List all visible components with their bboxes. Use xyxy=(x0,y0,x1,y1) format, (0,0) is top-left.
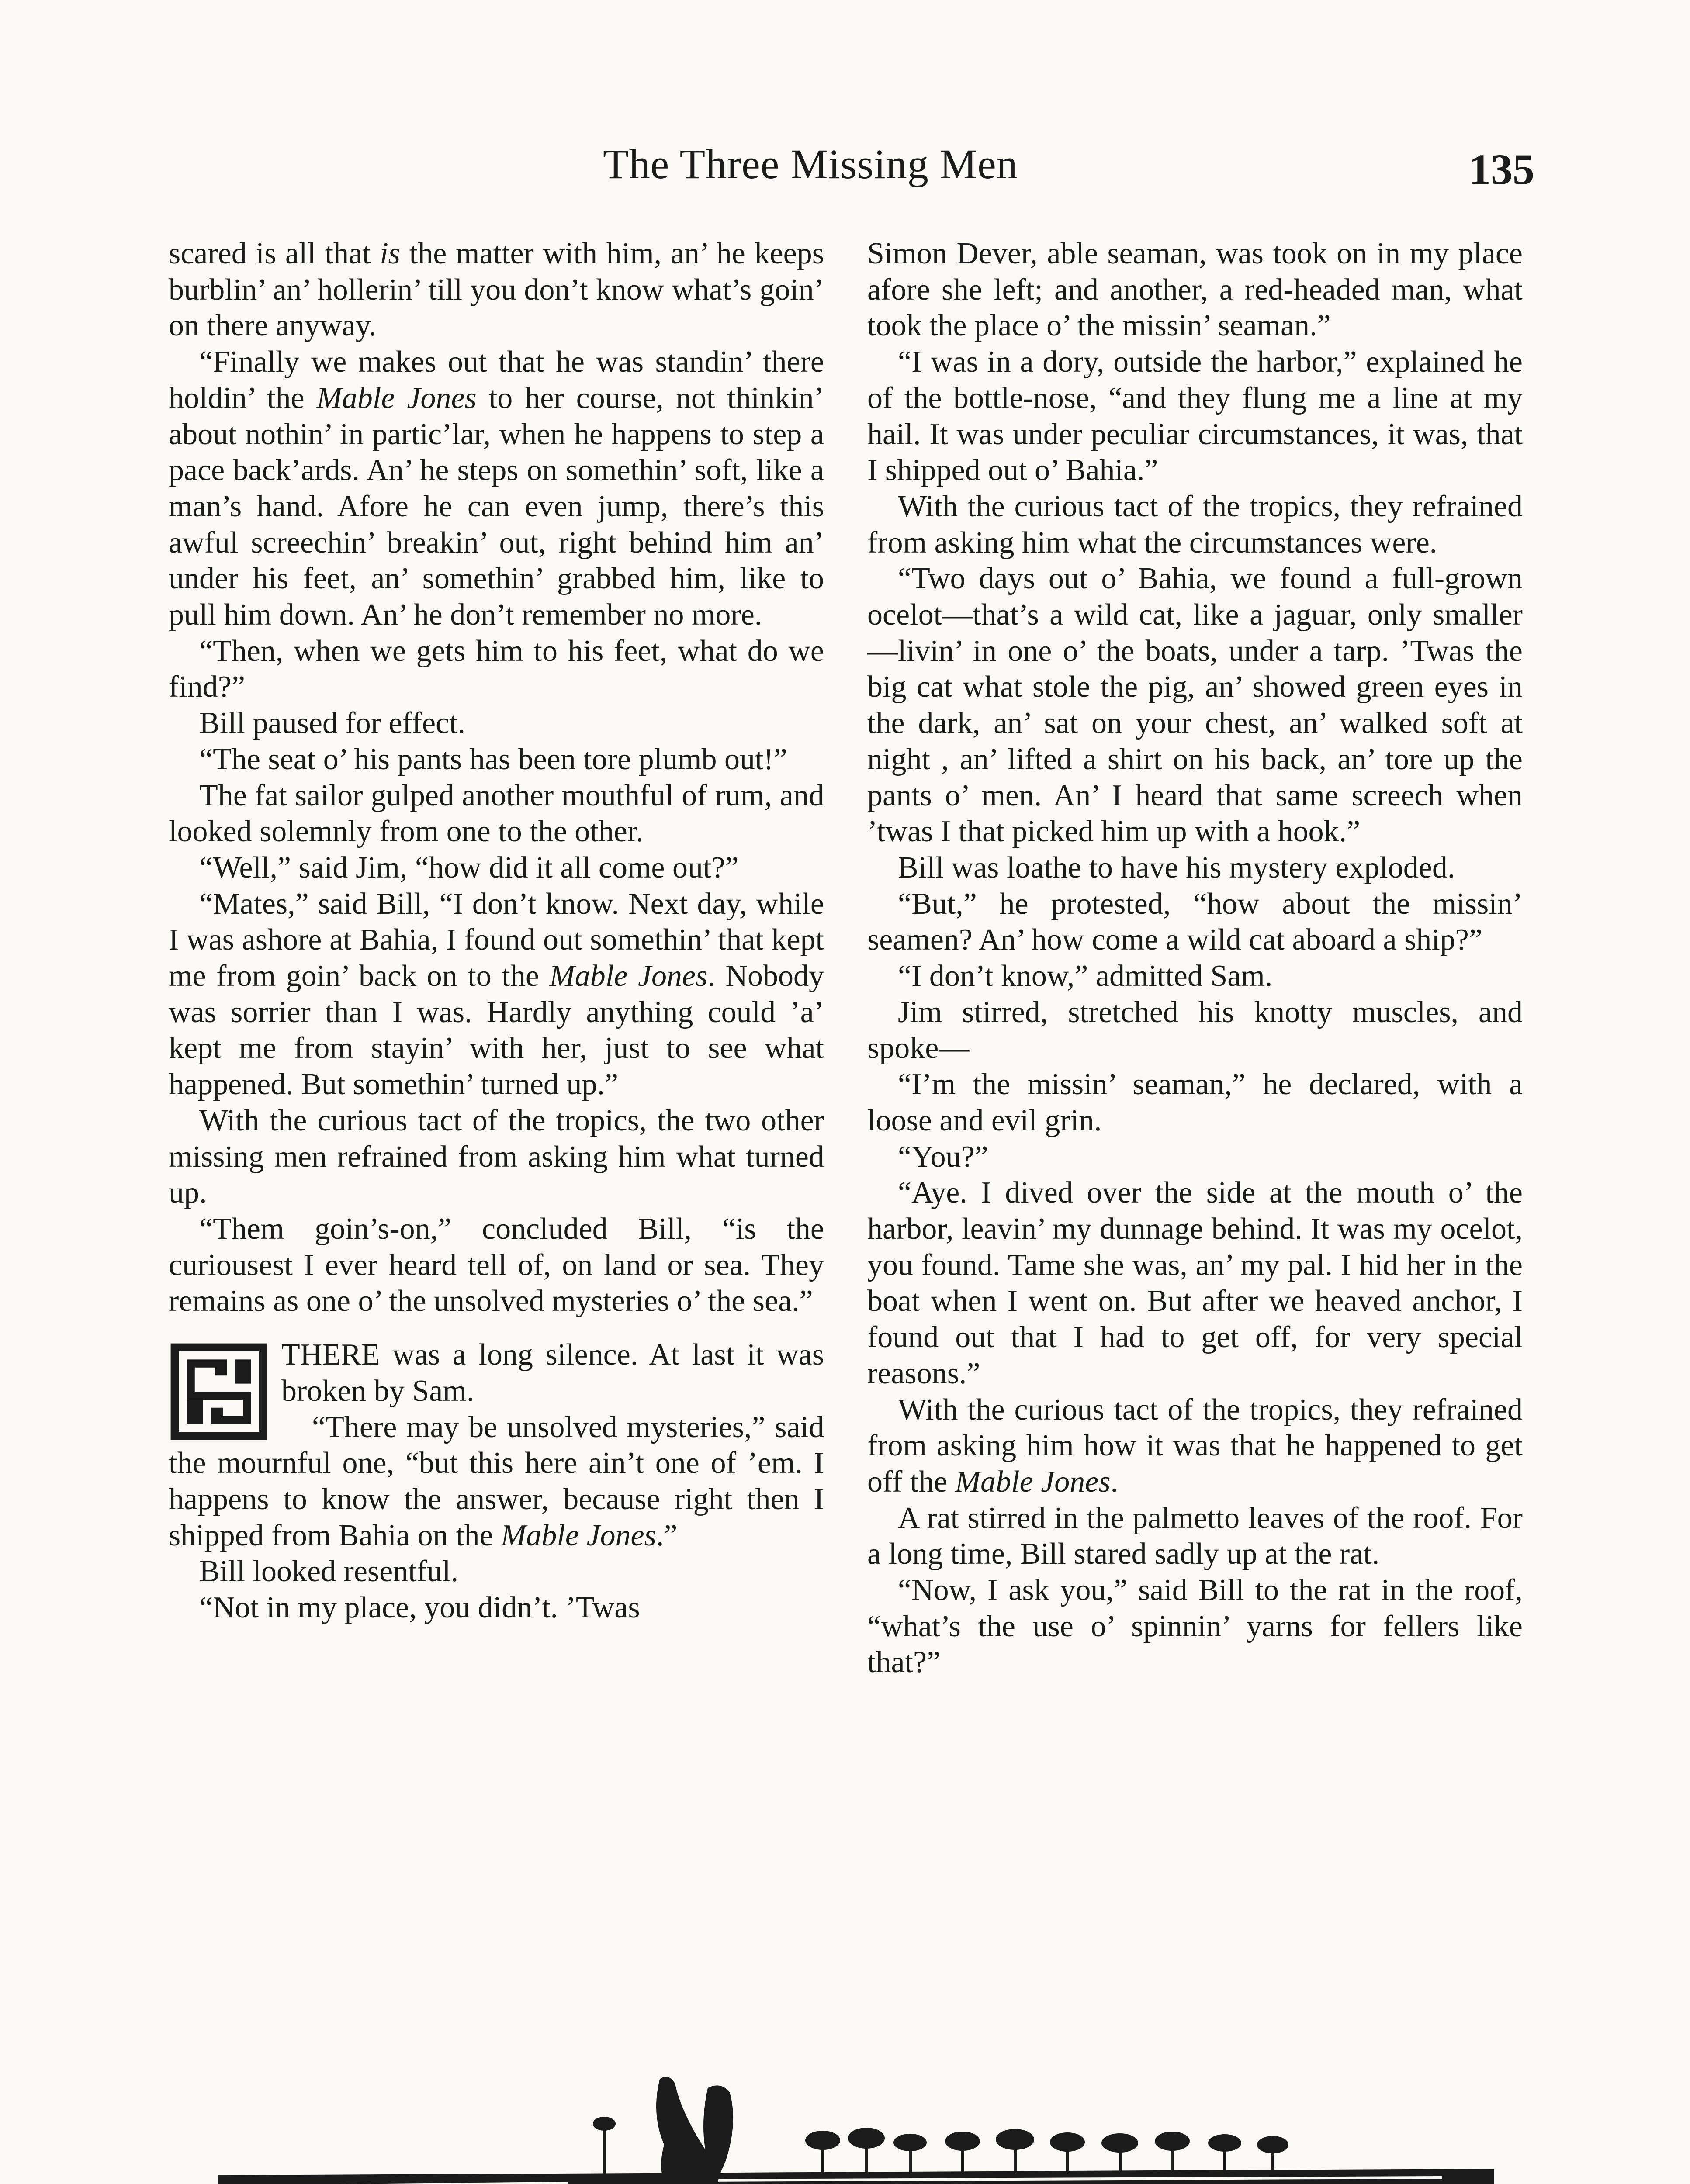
paragraph: “Them goin’s-on,” concluded Bill, “is the curiousest I ever heard tell of, on land or sea. They remains as one o’ the unsolved mysteries o’ the sea.” xyxy=(169,1212,824,1318)
paragraph: “Then, when we gets him to his feet, what do we find?” xyxy=(169,634,824,704)
paragraph: “I don’t know,” admitted Sam. xyxy=(898,959,1273,993)
right-column xyxy=(867,236,1523,1681)
paragraph: Bill paused for effect. xyxy=(199,706,466,740)
paragraph: “Aye. I dived over the side at the mouth o’ the harbor, leavin’ my dunnage behind. It was my ocelot, you found. Tame she was, an’ my pal. I hid her in the boat when I went on. But after we heaved anchor, I found out that I had to get off, for very special reasons.” xyxy=(867,1176,1523,1390)
paragraph: “The seat o’ his pants has been tore plumb out!” xyxy=(199,742,787,776)
paragraph: Bill looked resentful. xyxy=(199,1555,458,1589)
paragraph: scared is all that is the matter with him, an’ he keeps burblin’ an’ hollerin’ till you don’t know what’s goin’ on there anyway. xyxy=(169,237,824,343)
paragraph: THERE was a long silence. At last it was broken by Sam. xyxy=(281,1338,824,1408)
ornamental-dropcap-icon xyxy=(169,1341,269,1442)
paragraph: “Not in my place, you didn’t. ’Twas xyxy=(199,1591,640,1625)
paragraph: “You?” xyxy=(898,1140,988,1174)
paragraph: With the curious tact of the tropics, they refrained from asking him what the circumstances were. xyxy=(867,489,1523,560)
paragraph: The fat sailor gulped another mouthful of rum, and looked solemnly from one to the other. xyxy=(169,778,824,849)
paragraph: Jim stirred, stretched his knotty muscles, and spoke— xyxy=(867,995,1523,1065)
paragraph: “Mates,” said Bill, “I don’t know. Next day, while I was ashore at Bahia, I found out somethin’ that kept me from goin’ back on to the Mable Jones. Nobody was sorrier than I was. Hardly anything could ’a’ kept me from stayin’ with her, just to see what happened. But somethin’ turned up.” xyxy=(169,887,824,1102)
paragraph: Bill was loathe to have his mystery exploded. xyxy=(898,850,1455,885)
paragraph: “I’m the missin’ seaman,” he declared, with a loose and evil grin. xyxy=(867,1068,1523,1137)
shoreline-illustration xyxy=(218,2066,1494,2184)
left-column xyxy=(169,236,824,1626)
paragraph: A rat stirred in the palmetto leaves of the roof. For a long time, Bill stared sadly up at the rat. xyxy=(867,1501,1523,1571)
paragraph: Simon Dever, able seaman, was took on in my place afore she left; and another, a red-headed man, what took the place o’ the missin’ seaman.” xyxy=(867,237,1523,343)
paragraph: With the curious tact of the tropics, the two other missing men refrained from asking him what turned up. xyxy=(169,1103,824,1210)
paragraph: “I was in a dory, outside the harbor,” explained he of the bottle-nose, “and they flung me a line at my hail. It was under peculiar circumstances, it was, that I shipped out o’ Bahia.” xyxy=(867,345,1523,487)
paragraph: “Now, I ask you,” said Bill to the rat in the roof, “what’s the use o’ spinnin’ yarns for fellers like that?” xyxy=(867,1573,1523,1679)
paragraph: “There may be unsolved mysteries,” said the mournful one, “but this here ain’t one of ’em. I happens to know the answer, because right then I shipped from Bahia on the Mable Jones.” xyxy=(169,1410,824,1552)
paragraph: “But,” he protested, “how about the missin’ seamen? An’ how come a wild cat aboard a ship?” xyxy=(867,887,1523,957)
paragraph: “Two days out o’ Bahia, we found a full-grown ocelot—that’s a wild cat, like a jaguar, only smaller—livin’ in one o’ the boats, under a tarp. ’Twas the big cat what stole the pig, an’ showed green eyes in the dark, an’ sat on your chest, an’ walked soft at night , an’ lifted a shirt on his back, an’ tore up the pants o’ men. An’ I heard that same screech when ’twas I that picked him up with a hook.” xyxy=(867,562,1523,849)
page-number: 135 xyxy=(1469,145,1534,194)
paragraph: “Finally we makes out that he was standin’ there holdin’ the Mable Jones to her course, not thinkin’ about nothin’ in partic’lar, when he happens to step a pace back’ards. An’ he steps on somethin’ soft, like a man’s hand. Afore he can even jump, there’s this awful screechin’ breakin’ out, right behind him an’ under his feet, an’ somethin’ grabbed him, like to pull him down. An’ he don’t remember no more. xyxy=(169,345,824,632)
page-title: The Three Missing Men xyxy=(603,141,1018,187)
paragraph: “Well,” said Jim, “how did it all come out?” xyxy=(199,850,739,885)
section-break xyxy=(169,1337,824,1626)
paragraph: With the curious tact of the tropics, they refrained from asking him how it was that he happened to get off the Mable Jones. xyxy=(867,1393,1523,1499)
